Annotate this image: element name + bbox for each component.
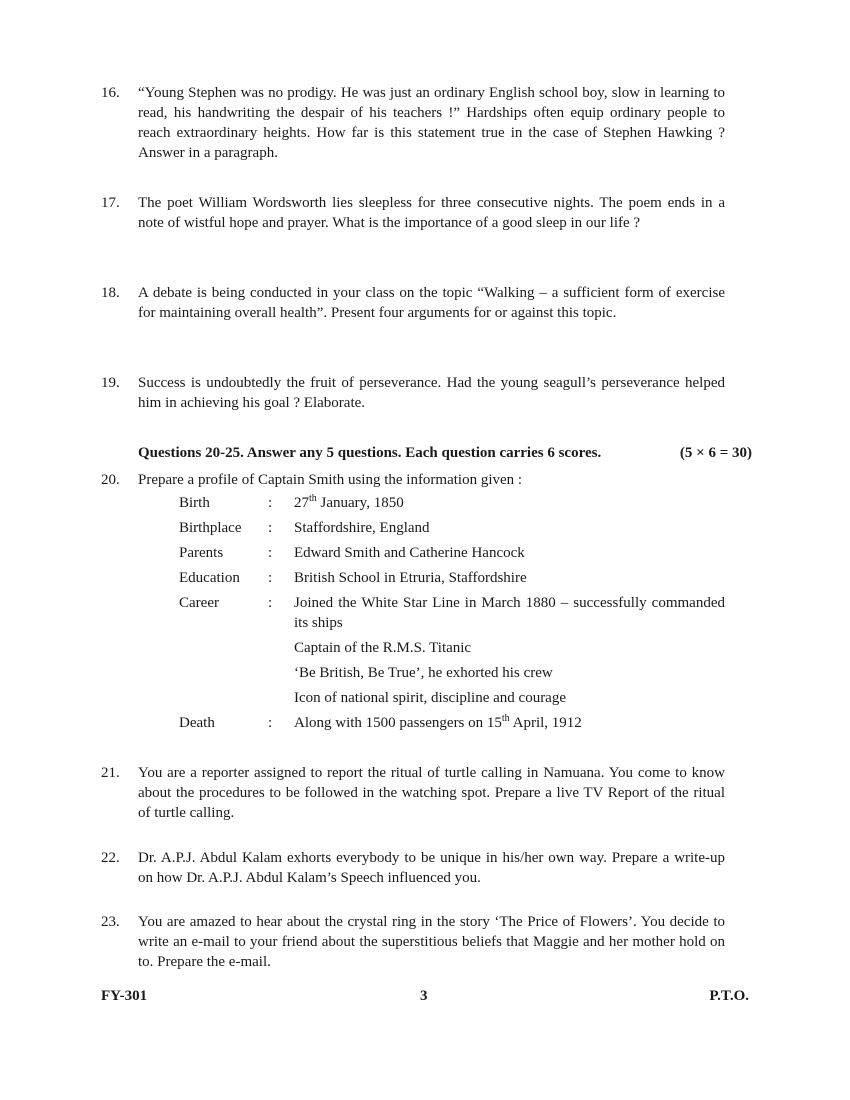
profile-label: Death: [179, 715, 215, 731]
profile-value: Joined the White Star Line in March 1880 – successfully commanded its ships: [294, 595, 725, 631]
profile-value: ‘Be British, Be True’, he exhorted his crew: [294, 665, 553, 681]
profile-value: Staffordshire, England: [294, 520, 430, 536]
question-number: 22.: [101, 850, 120, 866]
question-23: [101, 912, 725, 972]
profile-row-education: [179, 568, 725, 588]
profile-row-parents: [179, 543, 725, 563]
question-16: [101, 83, 725, 163]
profile-value: 27th January, 1850: [294, 493, 404, 511]
footer-paper-code: FY-301: [101, 988, 148, 1004]
question-number: 20.: [101, 472, 120, 488]
profile-label: Parents: [179, 545, 224, 561]
profile-value: Captain of the R.M.S. Titanic: [294, 640, 472, 656]
question-text: Success is undoubtedly the fruit of perseverance. Had the young seagull’s perseverance helped him in achieving his goal ? Elaborate.: [138, 375, 725, 411]
question-text: You are amazed to hear about the crystal ring in the story ‘The Price of Flowers’. You decide to write an e-mail to your friend about the superstitious beliefs that Maggie and her mother hold on to. Prepare the e-mail.: [138, 914, 725, 970]
profile-colon: :: [268, 495, 273, 511]
question-text: Prepare a profile of Captain Smith using the information given :: [138, 472, 523, 488]
profile-value: Icon of national spirit, discipline and courage: [294, 690, 566, 706]
question-text: “Young Stephen was no prodigy. He was just an ordinary English school boy, slow in learning to read, his handwriting the despair of his teachers !” Hardships often equip ordinary people to reach extraordinary heights. How far is this statement true in the case of Stephen Hawking ? Answer in a paragraph.: [138, 85, 725, 161]
question-text: A debate is being conducted in your class on the topic “Walking – a sufficient form of exercise for maintaining overall health”. Present four arguments for or against this topic.: [138, 285, 725, 321]
question-text: You are a reporter assigned to report the ritual of turtle calling in Namuana. You come to know about the procedures to be followed in the watching spot. Prepare a live TV Report of the ritual of turtle calling.: [138, 765, 725, 821]
section-marks: (5 × 6 = 30): [679, 445, 752, 461]
profile-table: [179, 493, 725, 738]
question-number: 21.: [101, 765, 120, 781]
footer-page-number: 3: [420, 988, 428, 1004]
question-21: [101, 763, 725, 823]
profile-colon: :: [268, 545, 273, 561]
profile-row-death: [179, 713, 725, 733]
profile-value: British School in Etruria, Staffordshire: [294, 570, 527, 586]
question-number: 18.: [101, 285, 120, 301]
profile-colon: :: [268, 570, 273, 586]
footer-pto: P.T.O.: [709, 988, 749, 1004]
profile-row-birth: [179, 493, 725, 513]
question-22: [101, 848, 725, 888]
profile-colon: :: [268, 520, 273, 536]
question-17: [101, 193, 725, 233]
question-number: 19.: [101, 375, 120, 391]
profile-value: Along with 1500 passengers on 15th April, 1912: [294, 713, 582, 731]
section-heading-text: Questions 20-25. Answer any 5 questions. Each question carries 6 scores.: [138, 445, 602, 461]
question-18: [101, 283, 725, 323]
question-text: The poet William Wordsworth lies sleepless for three consecutive nights. The poem ends in a note of wistful hope and prayer. What is the importance of a good sleep in our life ?: [138, 195, 725, 231]
profile-row-birthplace: [179, 518, 725, 538]
profile-value: Edward Smith and Catherine Hancock: [294, 545, 525, 561]
question-number: 17.: [101, 195, 120, 211]
profile-label: Education: [179, 570, 240, 586]
profile-row-career: [179, 593, 725, 708]
question-number: 23.: [101, 914, 120, 930]
section-heading: [138, 443, 752, 463]
profile-colon: :: [268, 715, 273, 731]
question-19: [101, 373, 725, 413]
question-20: [101, 470, 725, 490]
profile-colon: :: [268, 595, 273, 611]
profile-label: Birthplace: [179, 520, 242, 536]
question-text: Dr. A.P.J. Abdul Kalam exhorts everybody to be unique in his/her own way. Prepare a write-up on how Dr. A.P.J. Abdul Kalam’s Speech influenced you.: [138, 850, 725, 886]
question-number: 16.: [101, 85, 120, 101]
profile-label: Birth: [179, 495, 210, 511]
profile-label: Career: [179, 595, 219, 611]
